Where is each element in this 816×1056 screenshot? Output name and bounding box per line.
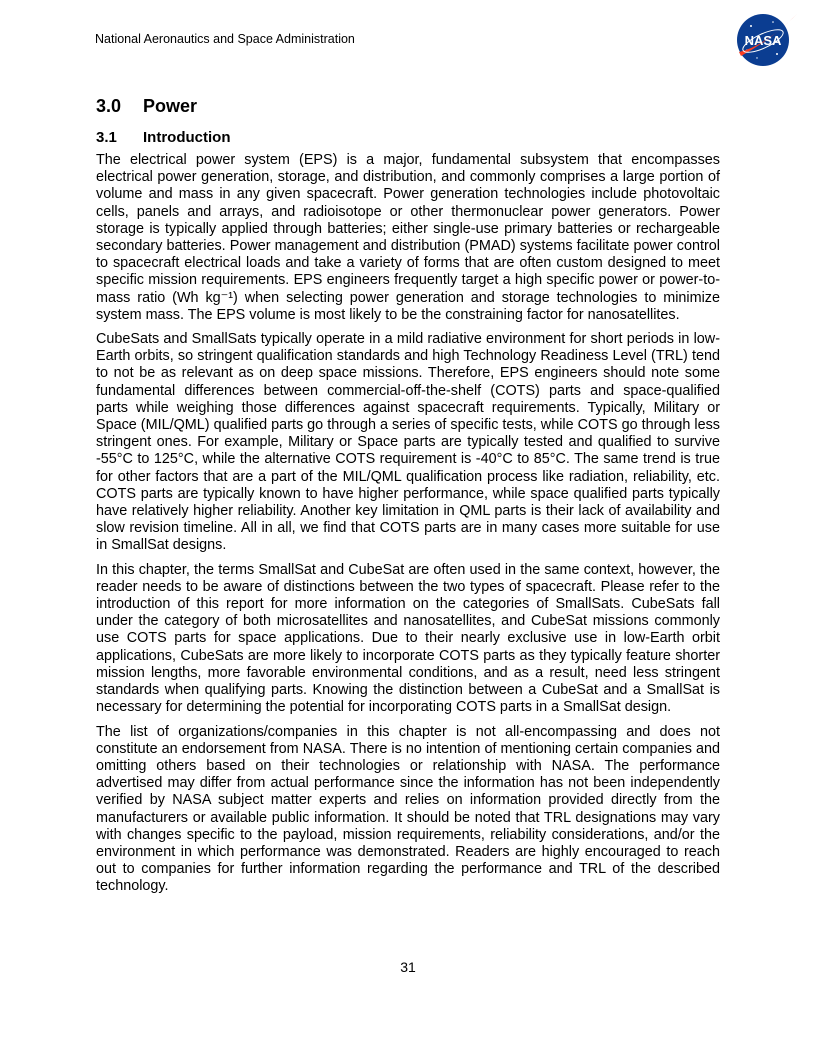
logo-text: NASA [744, 33, 782, 48]
section-number: 3.0 [96, 96, 122, 116]
paragraph-eps-overview: The electrical power system (EPS) is a major, fundamental subsystem that encompasses electrical power generation, storage, and distribution, and commonly comprises a large portion of volume and mass in any given spacecraft. Power generation technologies include photovoltaic cells, panels and arrays, and radioisotope or other thermonuclear power generators. Power storage is typically applied through batteries; either single-use primary batteries or rechargeable secondary batteries. Power management and distribution (PMAD) systems facilitate power control to spacecraft electrical loads and take a variety of forms that are often custom designed to meet specific mission requirements. EPS engineers frequently target a high specific power or power-to-mass ratio (Wh kg⁻¹) when selecting power generation and storage technologies to minimize system mass. The EPS volume is most likely to be the constraining factor for nanosatellites. [96, 152, 720, 323]
paragraph-cots-qualification: CubeSats and SmallSats typically operate in a mild radiative environment for short periods in low-Earth orbits, so stringent qualification standards and high Technology Readiness Level (TRL) tend to not be as relevant as on deep space missions. Therefore, EPS engineers should note some fundamental differences between commercial-off-the-shelf (COTS) parts and space-qualified parts while weighing those differences against spacecraft requirements. Typically, Military or Space (MIL/QML) qualified parts go through a series of specific tests, while COTS go through less stringent ones. For example, Military or Space parts are typically tested and qualified to survive -55°C to 125°C, while the alternative COTS requirement is -40°C to 85°C. The same trend is true for other factors that are a part of the MIL/QML qualification process like radiation, reliability, etc. COTS parts are typically known to have higher performance, while space qualified parts typically have relatively higher reliability. Another key limitation in QML parts is their lack of availability and slow revision timeline. All in all, we find that COTS parts are in many cases more suitable for use in SmallSat designs. [96, 331, 720, 554]
section-title: Power [143, 96, 198, 116]
header-organization: National Aeronautics and Space Administration [95, 32, 355, 46]
page-number: 31 [400, 959, 416, 975]
nasa-meatball-logo-icon [731, 10, 801, 68]
subsection-number: 3.1 [96, 129, 117, 146]
subsection-title: Introduction [143, 129, 231, 146]
paragraph-disclaimer: The list of organizations/companies in this chapter is not all-encompassing and does not constitute an endorsement from NASA. There is no intention of mentioning certain companies and omitting others based on their technologies or relationship with NASA. The performance advertised may differ from actual performance since the information has not been independently verified by NASA subject matter experts and relies on information provided directly from the manufacturers or available public information. It should be noted that TRL designations may vary with changes specific to the payload, mission requirements, reliability considerations, and/or the environment in which performance was demonstrated. Readers are highly encouraged to reach out to companies for further information regarding the performance and TRL of the described technology. [96, 723, 720, 895]
subsection-heading [96, 129, 720, 146]
section-heading [96, 96, 720, 117]
paragraph-smallsat-cubesat: In this chapter, the terms SmallSat and CubeSat are often used in the same context, however, the reader needs to be aware of distinctions between the two types of spacecraft. Please refer to the introduction of this report for more information on the categories of SmallSats. CubeSats fall under the category of both microsatellites and nanosatellites, and CubeSat missions commonly use COTS parts for space applications. Due to their nearly exclusive use in low-Earth orbit applications, CubeSats are more likely to incorporate COTS parts as they typically feature shorter mission lengths, more favorable environmental conditions, and as a result, need less stringent standards when qualifying parts. Knowing the distinction between a CubeSat and a SmallSat is necessary for determining the potential for incorporating COTS parts in a SmallSat design. [96, 561, 720, 716]
document-body [96, 96, 720, 903]
